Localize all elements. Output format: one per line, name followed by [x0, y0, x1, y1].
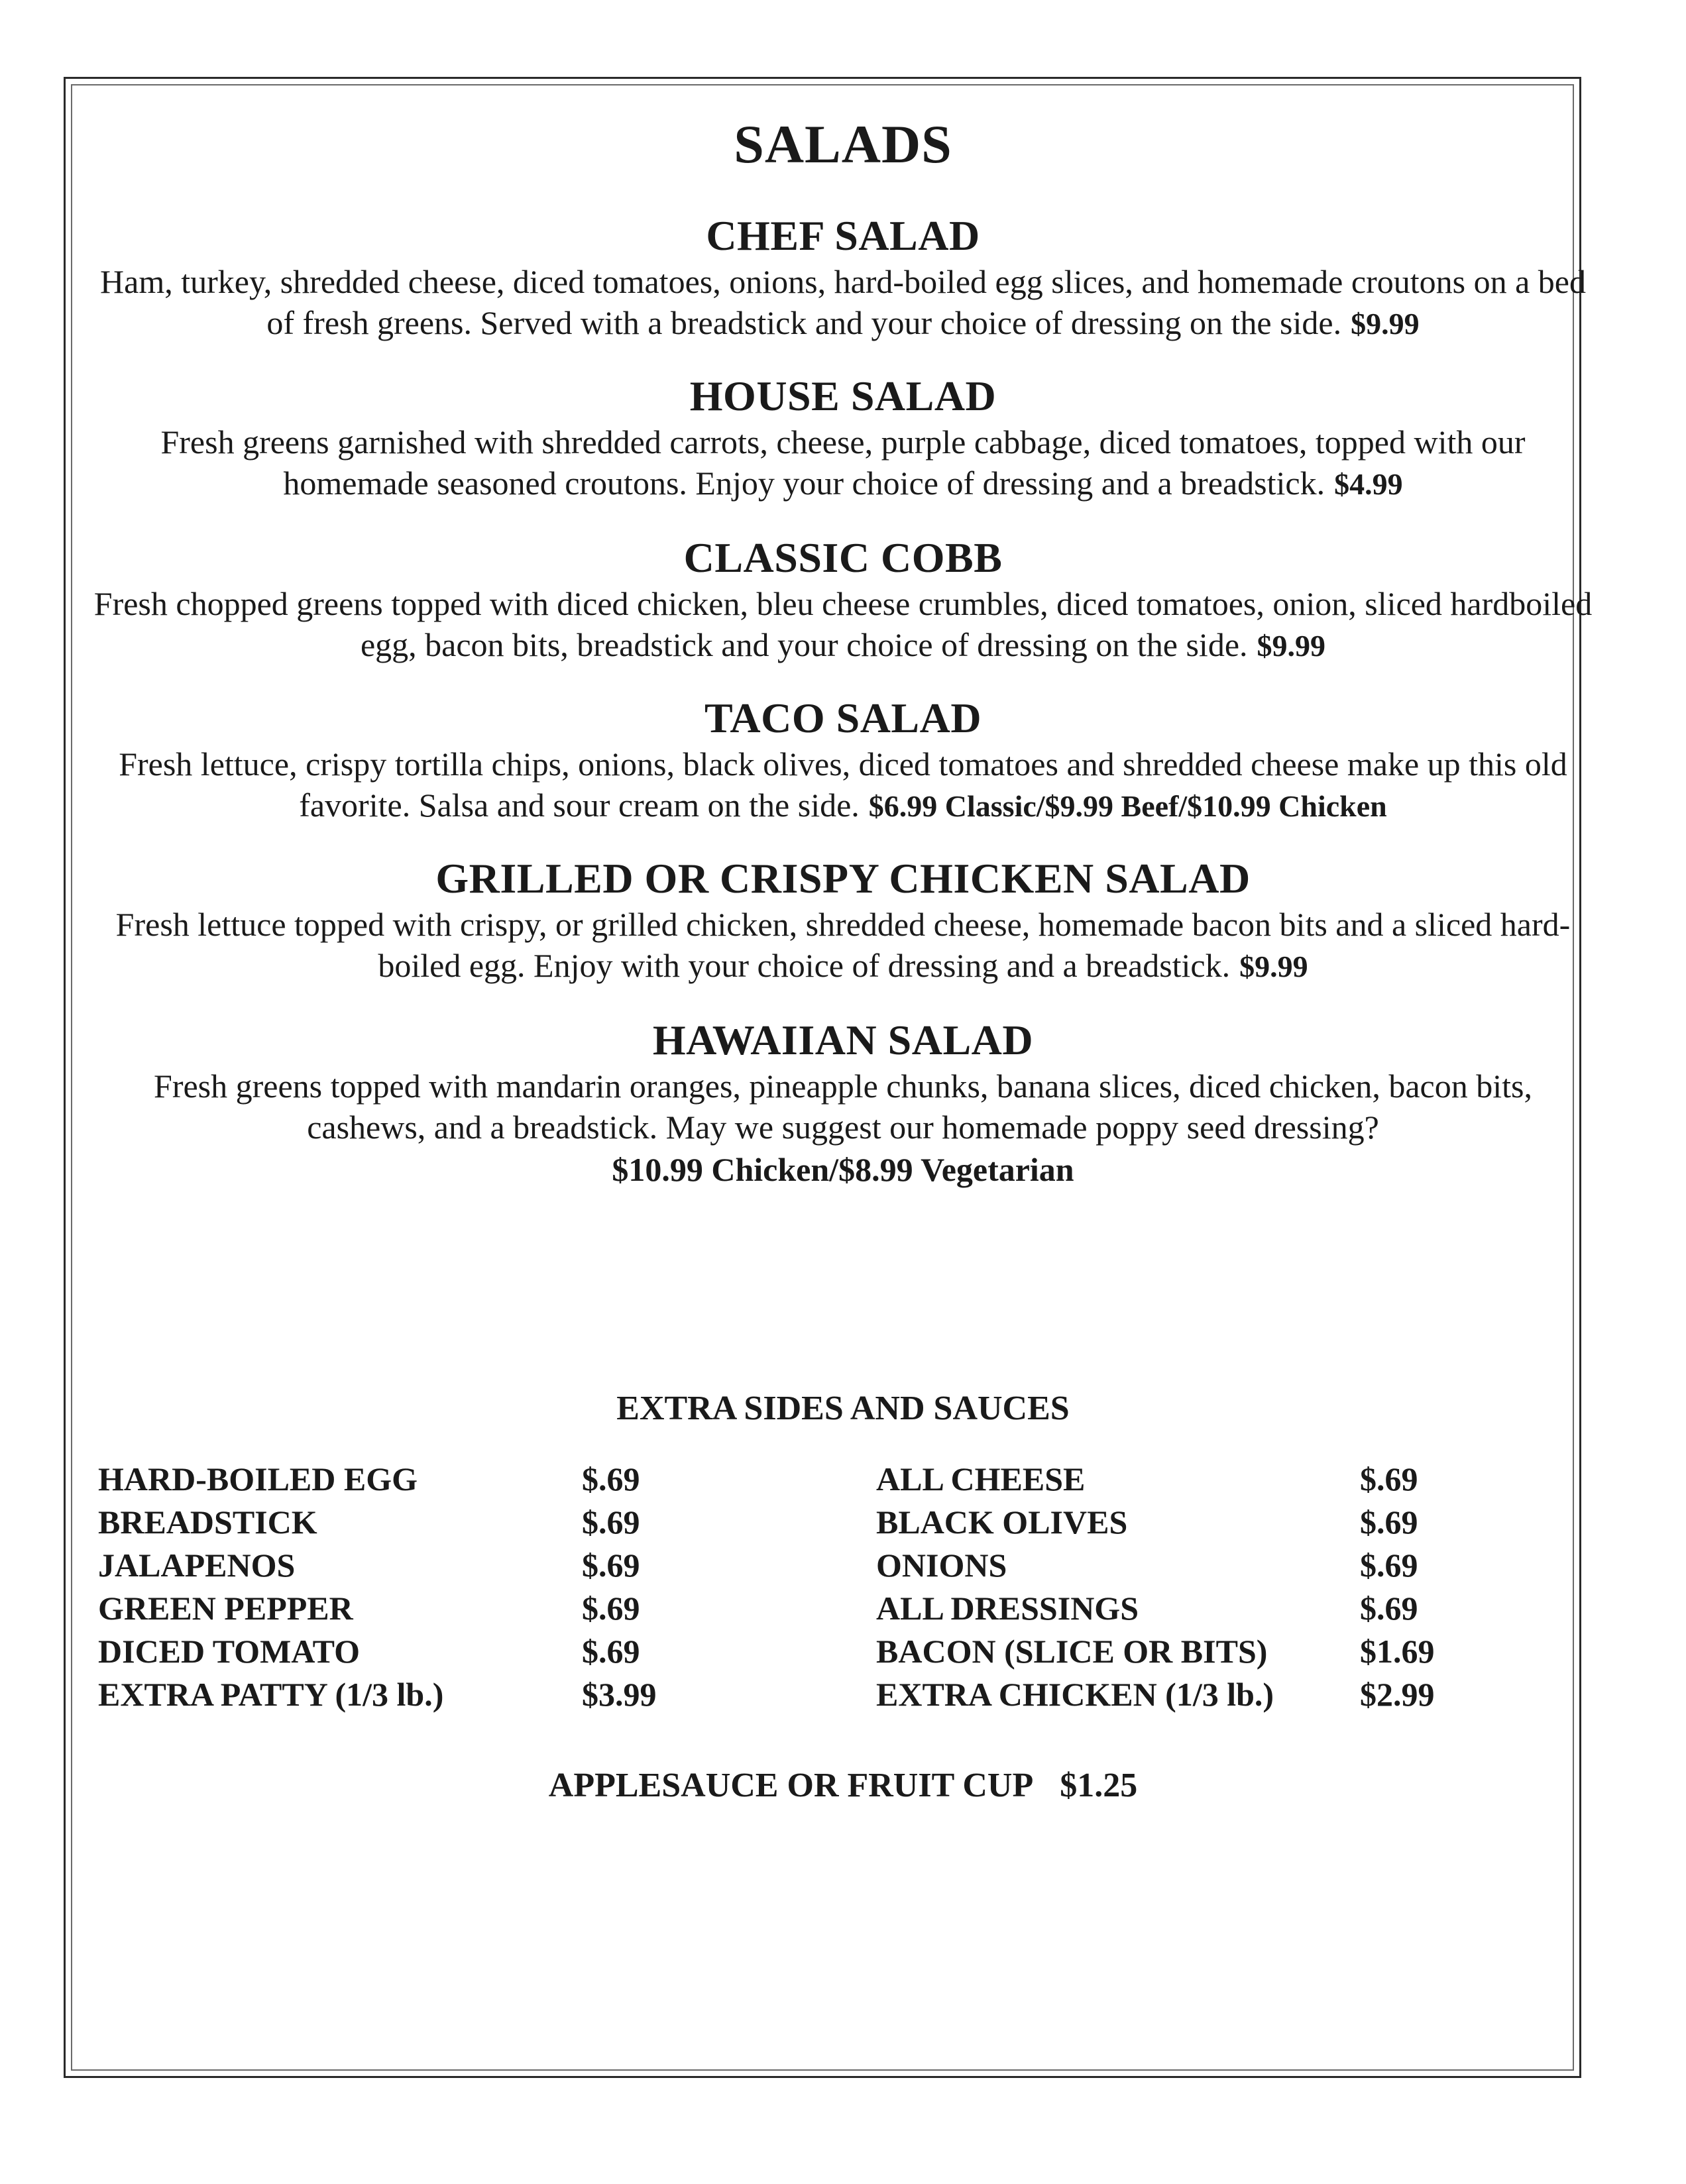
side-item-name: HARD-BOILED EGG [98, 1460, 418, 1498]
applesauce-fruit-cup-item [0, 1764, 1686, 1808]
side-item-name: ALL DRESSINGS [876, 1590, 1139, 1627]
side-item-name: ALL CHEESE [876, 1460, 1086, 1498]
salad-hawaiian [93, 1015, 1593, 1191]
sides-list-left [98, 1458, 714, 1716]
side-item [876, 1630, 1492, 1673]
side-item-price: $.69 [1360, 1503, 1418, 1541]
salad-desc-text: Fresh greens garnished with shredded carrots, cheese, purple cabbage, diced tomatoes, topped with our homemade seasoned croutons. Enjoy your choice of dressing and a breadstick. [160, 423, 1526, 502]
side-item-price: $3.99 [582, 1676, 657, 1713]
side-item-price: $.69 [1360, 1460, 1418, 1498]
salad-price: $10.99 Chicken/$8.99 Vegetarian [612, 1151, 1074, 1188]
salad-price: $4.99 [1334, 467, 1403, 501]
side-item-name: GREEN PEPPER [98, 1590, 353, 1627]
page-title: SALADS [734, 114, 952, 174]
footer-item-name: APPLESAUCE OR FRUIT CUP [548, 1767, 1034, 1804]
extra-sides-heading: EXTRA SIDES AND SAUCES [616, 1390, 1070, 1427]
salad-description [93, 743, 1593, 827]
side-item [876, 1673, 1492, 1716]
side-item [876, 1544, 1492, 1587]
salad-description [93, 421, 1593, 505]
side-item-name: DICED TOMATO [98, 1633, 360, 1670]
side-item-name: BLACK OLIVES [876, 1503, 1128, 1541]
salad-name: HOUSE SALAD [689, 372, 997, 419]
salad-price: $9.99 [1351, 307, 1420, 341]
side-item [98, 1458, 714, 1501]
side-item [98, 1587, 714, 1630]
salad-description: Fresh greens topped with mandarin oranges, pineapple chunks, banana slices, diced chicken, bacon bits, cashews, and a breadstick. May we suggest our homemade poppy seed dressing? [154, 1067, 1532, 1146]
salad-description [93, 583, 1593, 667]
side-item [98, 1630, 714, 1673]
side-item-price: $.69 [582, 1503, 640, 1541]
side-item [876, 1501, 1492, 1544]
side-item [98, 1673, 714, 1716]
salad-desc-text: Fresh lettuce topped with crispy, or grilled chicken, shredded cheese, homemade bacon bits and a sliced hard-boiled egg. Enjoy with your choice of dressing and a breadstick. [115, 906, 1571, 984]
salad-price: $9.99 [1239, 950, 1308, 983]
sides-list-right [876, 1458, 1492, 1716]
side-item [98, 1544, 714, 1587]
side-item [98, 1501, 714, 1544]
side-item-name: EXTRA PATTY (1/3 lb.) [98, 1676, 444, 1713]
salad-price: $6.99 Classic/$9.99 Beef/$10.99 Chicken [868, 789, 1387, 823]
salad-desc-text: Ham, turkey, shredded cheese, diced tomatoes, onions, hard-boiled egg slices, and homemade croutons on a bed of fresh greens. Served with a breadstick and your choice of dressing on the side. [100, 263, 1586, 341]
salad-name: TACO SALAD [704, 694, 982, 741]
salad-house [93, 371, 1593, 505]
salad-description [93, 261, 1593, 345]
salad-grilled-crispy-chicken [93, 853, 1593, 987]
side-item [876, 1458, 1492, 1501]
side-item-name: EXTRA CHICKEN (1/3 lb.) [876, 1676, 1274, 1713]
side-item-price: $.69 [582, 1633, 640, 1670]
salad-description [93, 904, 1593, 987]
side-item-price: $.69 [1360, 1590, 1418, 1627]
side-item-name: BREADSTICK [98, 1503, 317, 1541]
salad-taco [93, 693, 1593, 827]
side-item-price: $.69 [582, 1590, 640, 1627]
side-item-price: $.69 [582, 1460, 640, 1498]
salad-desc-text: Fresh lettuce, crispy tortilla chips, onions, black olives, diced tomatoes and shredded cheese make up this old favorite. Salsa and sour cream on the side. [119, 745, 1567, 824]
salad-price: $9.99 [1257, 629, 1326, 663]
salad-chef [93, 211, 1593, 345]
side-item-price: $.69 [1360, 1547, 1418, 1584]
footer-item-price: $1.25 [1060, 1767, 1138, 1804]
side-item-price: $2.99 [1360, 1676, 1435, 1713]
salad-name: GRILLED OR CRISPY CHICKEN SALAD [435, 855, 1251, 902]
salad-desc-text: Fresh chopped greens topped with diced chicken, bleu cheese crumbles, diced tomatoes, onion, sliced hardboiled egg, bacon bits, breadstick and your choice of dressing on the side. [93, 585, 1593, 663]
salad-name: HAWAIIAN SALAD [652, 1016, 1034, 1064]
side-item-name: ONIONS [876, 1547, 1007, 1584]
side-item-name: BACON (SLICE OR BITS) [876, 1633, 1268, 1670]
side-item-price: $1.69 [1360, 1633, 1435, 1670]
salad-classic-cobb [93, 533, 1593, 667]
side-item [876, 1587, 1492, 1630]
side-item-price: $.69 [582, 1547, 640, 1584]
salad-name: CLASSIC COBB [683, 534, 1003, 581]
salad-name: CHEF SALAD [706, 212, 980, 259]
side-item-name: JALAPENOS [98, 1547, 296, 1584]
